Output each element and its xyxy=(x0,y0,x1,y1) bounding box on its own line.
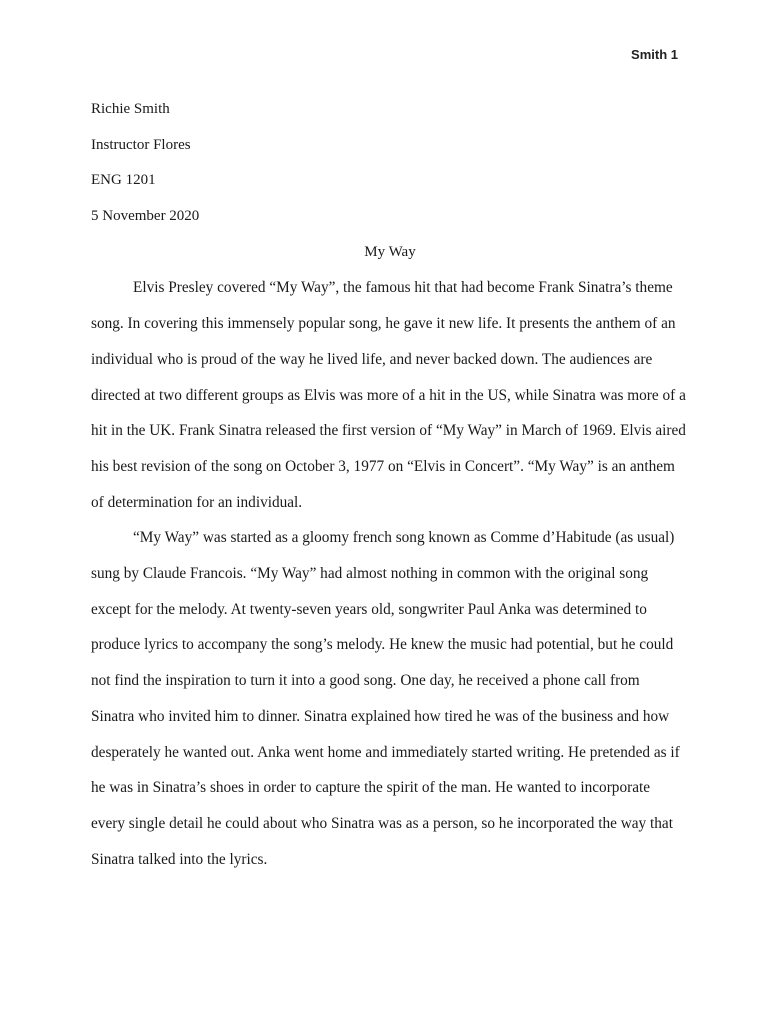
essay-date: 5 November 2020 xyxy=(91,208,200,225)
paragraph-2 xyxy=(91,520,681,877)
paragraph-line: not find the inspiration to turn it into a good song. One day, he received a phone call from xyxy=(91,672,640,690)
paragraph-line: Sinatra who invited him to dinner. Sinatra explained how tired he was of the business and how xyxy=(91,707,670,725)
paragraph-line: he was in Sinatra’s shoes in order to capture the spirit of the man. He wanted to incorporate xyxy=(91,779,651,797)
paragraph-line: desperately he wanted out. Anka went home and immediately started writing. He pretended as if xyxy=(91,743,680,761)
instructor-name: Instructor Flores xyxy=(91,136,191,153)
paragraph-line: of determination for an individual. xyxy=(91,493,303,511)
paragraph-line: produce lyrics to accompany the song’s melody. He knew the music had potential, but he could xyxy=(91,636,674,654)
paragraph-line: “My Way” was started as a gloomy french song known as Comme d’Habitude (as usual) xyxy=(133,529,675,547)
paragraph-line: Elvis Presley covered “My Way”, the famous hit that had become Frank Sinatra’s theme xyxy=(133,279,673,297)
paragraph-line: every single detail he could about who Sinatra was as a person, so he incorporated the way that xyxy=(91,814,673,832)
paragraph-line: Sinatra talked into the lyrics. xyxy=(91,850,268,868)
paragraph-line: sung by Claude Francois. “My Way” had almost nothing in common with the original song xyxy=(91,565,649,583)
essay-body xyxy=(91,270,686,877)
paragraph-line: individual who is proud of the way he lived life, and never backed down. The audiences are xyxy=(91,350,653,368)
essay-title: My Way xyxy=(364,243,416,260)
paragraph-line: hit in the UK. Frank Sinatra released the first version of “My Way” in March of 1969. Elvis aired xyxy=(91,422,686,440)
course-code: ENG 1201 xyxy=(91,172,156,189)
paragraph-line: his best revision of the song on October 3, 1977 on “Elvis in Concert”. “My Way” is an anthem xyxy=(91,457,675,475)
paragraph-line: song. In covering this immensely popular song, he gave it new life. It presents the anthem of an xyxy=(91,315,676,333)
paragraph-line: except for the melody. At twenty-seven years old, songwriter Paul Anka was determined to xyxy=(91,600,647,618)
heading-block xyxy=(91,92,686,877)
author-name: Richie Smith xyxy=(91,101,170,117)
paragraph-1 xyxy=(91,270,686,520)
running-header-page-number: Smith 1 xyxy=(631,47,678,62)
paragraph-line: directed at two different groups as Elvis was more of a hit in the US, while Sinatra was more of a xyxy=(91,386,686,404)
